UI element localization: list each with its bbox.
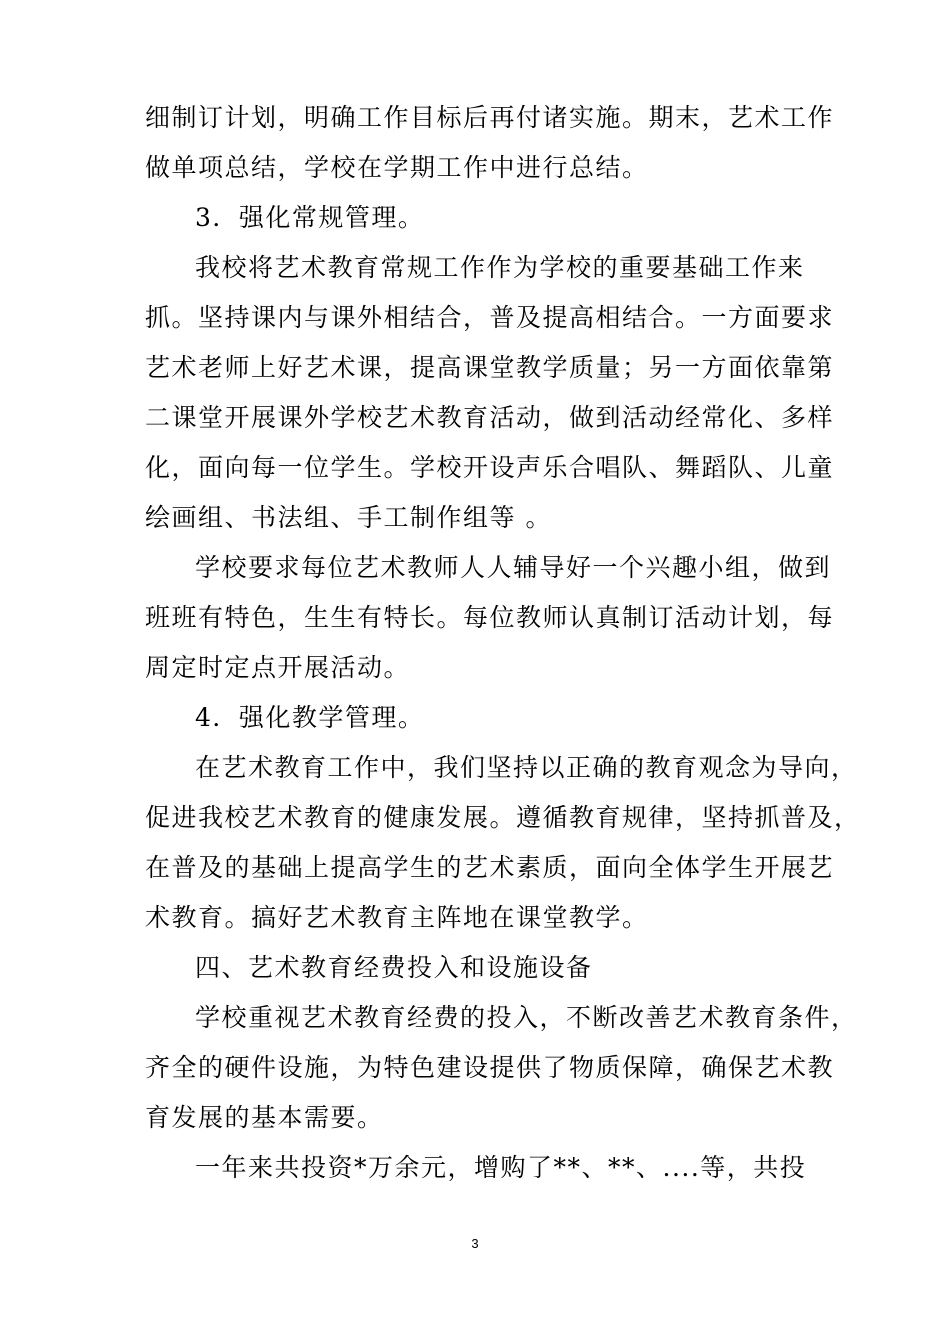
text-line-2: 做单项总结，学校在学期工作中进行总结。 <box>145 153 649 182</box>
text-line-8: 化，面向每一位学生。学校开设声乐合唱队、舞蹈队、儿童 <box>145 453 835 482</box>
text-line-10: 学校要求每位艺术教师人人辅导好一个兴趣小组，做到 <box>195 553 832 582</box>
text-line-9: 绘画组、书法组、手工制作组等 。 <box>145 503 552 532</box>
text-line-19: 学校重视艺术教育经费的投入，不断改善艺术教育条件， <box>195 1003 858 1032</box>
text-line-4: 我校将艺术教育常规工作作为学校的重要基础工作来 <box>195 253 805 282</box>
text-line-20: 齐全的硬件设施，为特色建设提供了物质保障，确保艺术教 <box>145 1053 835 1082</box>
text-line-11: 班班有特色，生生有特长。每位教师认真制订活动计划，每 <box>145 603 835 632</box>
text-line-12: 周定时定点开展活动。 <box>145 653 411 682</box>
text-line-1: 细制订计划，明确工作目标后再付诸实施。期末，艺术工作 <box>145 103 835 132</box>
section-heading-four: 四、艺术教育经费投入和设施设备 <box>195 953 593 982</box>
text-line-14: 在艺术教育工作中，我们坚持以正确的教育观念为导向， <box>195 753 858 782</box>
text-line-21: 育发展的基本需要。 <box>145 1103 384 1132</box>
text-line-6: 艺术老师上好艺术课，提高课堂教学质量；另一方面依靠第 <box>145 353 835 382</box>
text-line-7: 二课堂开展课外学校艺术教育活动，做到活动经常化、多样 <box>145 403 835 432</box>
section-heading-3: 3．强化常规管理。 <box>195 203 425 232</box>
text-line-17: 术教育。搞好艺术教育主阵地在课堂教学。 <box>145 903 649 932</box>
section-heading-4: 4．强化教学管理。 <box>195 703 425 732</box>
text-line-22: 一年来共投资*万余元，增购了**、**、....等，共投 <box>195 1153 807 1182</box>
text-line-15: 促进我校艺术教育的健康发展。遵循教育规律，坚持抓普及， <box>145 803 861 832</box>
page-number: 3 <box>471 1236 479 1251</box>
text-line-16: 在普及的基础上提高学生的艺术素质，面向全体学生开展艺 <box>145 853 835 882</box>
text-line-5: 抓。坚持课内与课外相结合，普及提高相结合。一方面要求 <box>145 303 835 332</box>
